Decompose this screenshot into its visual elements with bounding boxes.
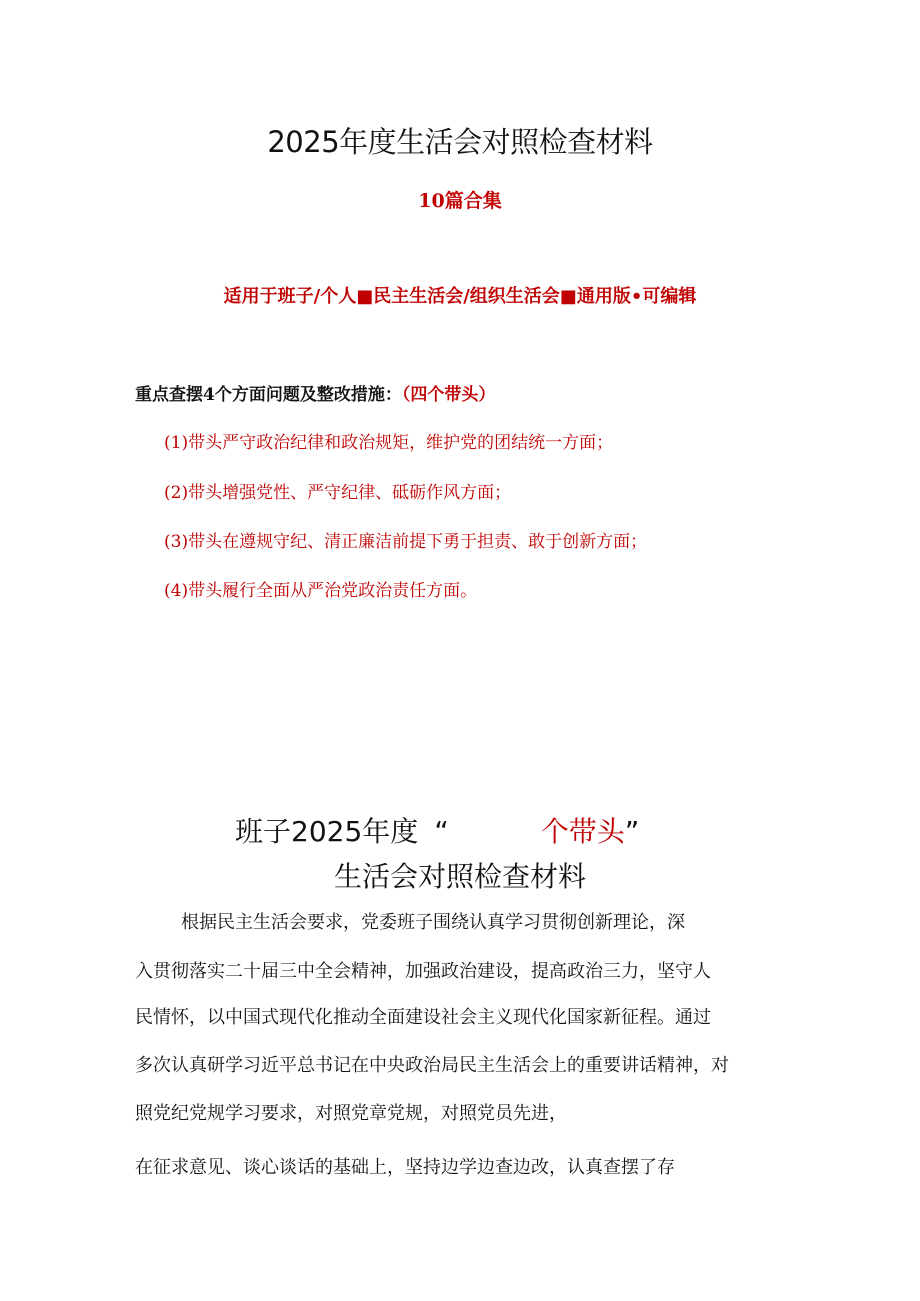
paragraph-line: 入贯彻落实二十届三中全会精神，加强政治建设，提高政治三力，坚守人 <box>135 961 711 982</box>
paragraph-line: 在征求意见、谈心谈话的基础上，坚持边学边查边改，认真查摆了存 <box>135 1157 675 1178</box>
quote-open: “ <box>434 815 449 848</box>
usage-note: 适用于班子/个人■民主生活会/组织生活会■通用版•可编辑 <box>223 286 697 307</box>
paragraph-line: 多次认真研学习近平总书记在中央政治局民主生活会上的重要讲话精神，对 <box>135 1055 729 1076</box>
focus-heading-tag: （四个带头） <box>401 385 496 405</box>
focus-heading <box>135 380 495 405</box>
document-title: 2025年度生活会对照检查材料 <box>267 125 653 159</box>
paragraph-line: 根据民主生活会要求，党委班子围绕认真学习贯彻创新理论，深 <box>181 912 685 933</box>
section-title-line1 <box>235 810 639 850</box>
section-title-line2: 生活会对照检查材料 <box>333 860 586 893</box>
section-title-prefix: 班子2025年度 <box>235 815 419 848</box>
focus-item-2: (2)带头增强党性、严守纪律、砥砺作风方面； <box>164 483 512 503</box>
focus-heading-text: 重点查摆4个方面问题及整改措施： <box>135 385 402 405</box>
section-title-red: 个带头 <box>540 815 625 848</box>
paragraph-line: 照党纪党规学习要求，对照党章党规，对照党员先进， <box>135 1103 567 1124</box>
quote-close: ” <box>624 815 640 848</box>
focus-item-4: (4)带头履行全面从严治党政治责任方面。 <box>164 581 478 601</box>
focus-item-3: (3)带头在遵规守纪、清正廉洁前提下勇于担责、敢于创新方面； <box>164 532 648 552</box>
paragraph-line: 民情怀，以中国式现代化推动全面建设社会主义现代化国家新征程。通过 <box>135 1007 711 1028</box>
focus-item-1: (1)带头严守政治纪律和政治规矩，维护党的团结统一方面； <box>164 433 614 453</box>
collection-subtitle: 10篇合集 <box>418 190 502 212</box>
